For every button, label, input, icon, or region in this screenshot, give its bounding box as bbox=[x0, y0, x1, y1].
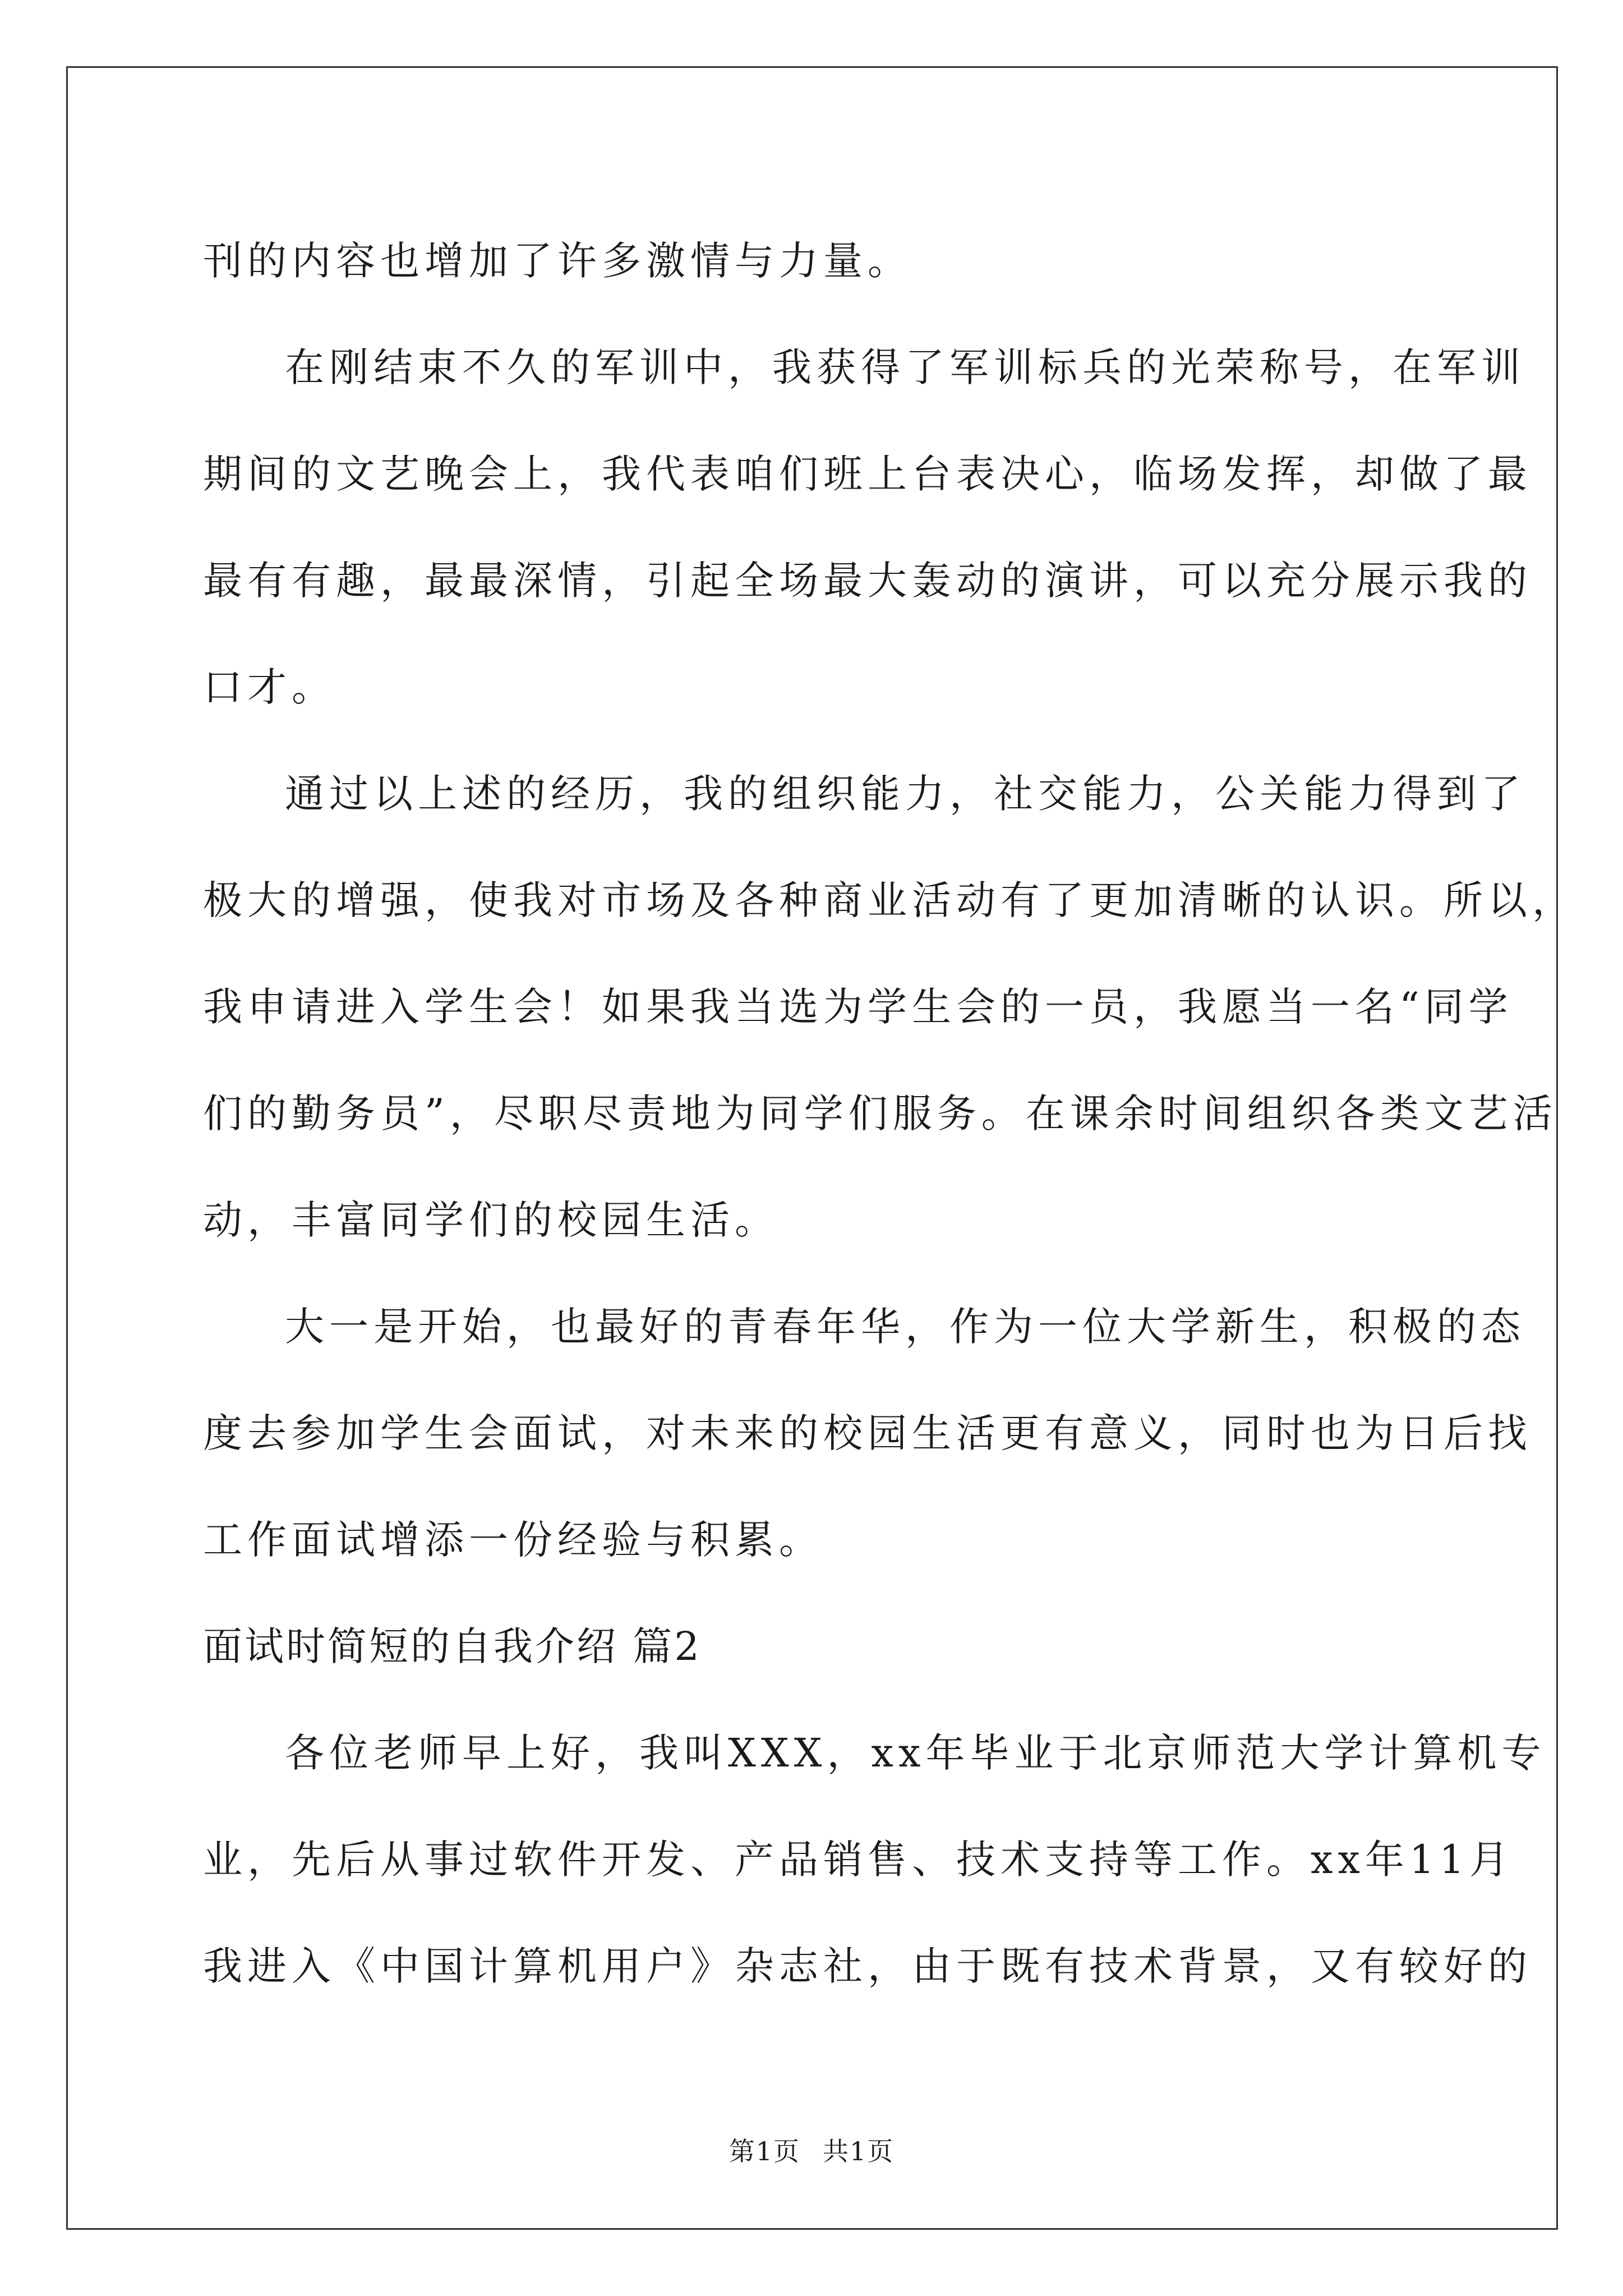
page-footer bbox=[0, 2134, 1623, 2168]
text-line: 工作面试增添一份经验与积累。 bbox=[203, 1517, 823, 1563]
document-body bbox=[203, 208, 1576, 2019]
page-number: 第1页 bbox=[728, 2136, 800, 2166]
text-line: 口才。 bbox=[203, 664, 336, 710]
text-line: 最有有趣，最最深情，引起全场最大轰动的演讲，可以充分展示我的 bbox=[203, 558, 1532, 604]
text-line: 动，丰富同学们的校园生活。 bbox=[203, 1197, 779, 1243]
text-line: 大一是开始，也最好的青春年华，作为一位大学新生，积极的态 bbox=[285, 1304, 1525, 1350]
text-line: 们的勤务员”，尽职尽责地为同学们服务。在课余时间组织各类文艺活 bbox=[203, 1091, 1557, 1137]
text-line: 期间的文艺晚会上，我代表咱们班上台表决心，临场发挥，却做了最 bbox=[203, 451, 1532, 497]
text-line: 我申请进入学生会！如果我当选为学生会的一员，我愿当一名“同学 bbox=[203, 984, 1513, 1030]
text-line: 在刚结束不久的军训中，我获得了军训标兵的光荣称号，在军训 bbox=[285, 344, 1525, 390]
text-line: 极大的增强，使我对市场及各种商业活动有了更加清晰的认识。所以， bbox=[203, 877, 1576, 923]
text-line: 我进入《中国计算机用户》杂志社，由于既有技术背景，又有较好的 bbox=[203, 1943, 1532, 1989]
text-line: 业，先后从事过软件开发、产品销售、技术支持等工作。xx年11月 bbox=[203, 1837, 1514, 1883]
text-line: 通过以上述的经历，我的组织能力，社交能力，公关能力得到了 bbox=[285, 771, 1525, 817]
page-total: 共1页 bbox=[823, 2136, 895, 2166]
text-line: 刊的内容也增加了许多激情与力量。 bbox=[203, 238, 912, 284]
section-heading: 面试时简短的自我介绍 篇2 bbox=[203, 1623, 702, 1669]
text-line: 度去参加学生会面试，对未来的校园生活更有意义，同时也为日后找 bbox=[203, 1410, 1532, 1456]
text-line: 各位老师早上好，我叫XXX，xx年毕业于北京师范大学计算机专 bbox=[285, 1730, 1546, 1776]
